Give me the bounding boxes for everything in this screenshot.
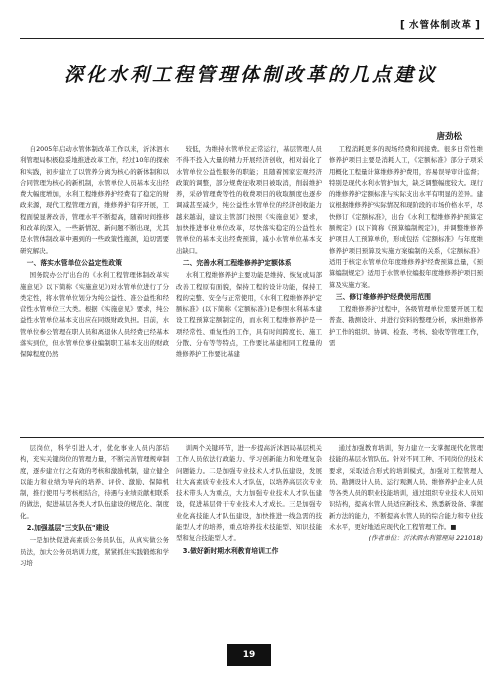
section-heading: 2.加强基层"三支队伍"建设: [26, 524, 110, 533]
top-column-2: [176, 144, 322, 361]
section-tag: [397, 16, 484, 32]
mid-rule: [20, 437, 484, 438]
paragraph: 较低，为维持水管单位正常运行，基层管理人员不得不投入大量的精力开展经济创收，相对弱化了水管单位公益性服务的职能；且随着国家宏观经济政策的调整，部分规费征收项目被取消，削弱维护养，采砂管理费等性的收费项目的收取额度也逐步调减甚至减少，纯公益性水管单位的经济创收能力越来越弱，建议主管部门按照《实施意见》要求，加快推进事业单位改革，尽快落实稳定的公益性水管单位的基本支出经费预算，减小水管单位基本支出缺口。: [176, 145, 322, 255]
paragraph: 国务院办公厅出台的《水利工程管理体制改革实施意见》以下简称《实施意见》)对水管单位进行了分类定性，将水管单位划分为纯公益性、准公益性和经营性水管单位三大类。根据《实施意见》要求，纯公益性水管单位基本支出应在同级财政负担。目前，水管单位参公管理在职人员和离退休人员经费已经基本落实到位，但水管单位事业编制职工基本支出的财政保障程度仍然: [20, 271, 169, 359]
paragraph: 训两个关键环节，进一步提高沂沭泗局基层机关工作人员依法行政能力、学习创新能力和处理复杂问题能力。二是加强专业技术人才队伍建设，发展壮大高素质专业技术人才队伍，以培养高层次专业技术带头人为重点，大力加强专业技术人才队伍建设，促进基层骨干专业技术人才成长。三是加强专业化高技能人才队伍建设，加快推进一线急需的技能型人才的培养，重点培养技术技能型、知识技能型和复合技能型人才。: [176, 444, 322, 543]
paragraph: 层岗位，科学引进人才，优化事业人员内部结构，充实关键岗位的管理力量，不断完善管理规章制度，逐步建立行之有效的考核和激励机制，建立健全以能力和业绩为导向的培养、评价、激励、保障机制，推行使用与考核相结合，待遇与业绩贡献相联系的做法，促进基层各类人才队伍建设的规范化、制度化。: [20, 444, 169, 520]
top-column-1: [20, 144, 169, 361]
section-heading: 二、完善水利工程维修养护定额体系: [182, 258, 292, 267]
bottom-column-2: [176, 443, 322, 558]
paragraph: 工程维修养护过程中，各级管理单位需要开展工程普查、勘测设计、并进行资料的整理分析，承担维修养护工作的组织、协调、检查、考核、验收等管理工作，需: [329, 305, 483, 348]
bottom-column-3: [329, 443, 483, 545]
bottom-column-1: [20, 443, 169, 569]
section-heading: 3.做好新时期水利教育培训工作: [182, 546, 279, 555]
paragraph: 自2005年启动水管体制改革工作以来，沂沭泗水利管理局积极稳妥地推进改革工作，经过10年的探索和实践，初步建立了以管养分离为核心的新体制和以合同管理为核心的新机制，水管单位人员基本支出经费大幅度增加，水利工程维修养护经费有了稳定的财政来源，现代工程管理方面，维修养护有序开展，工程面貌显著改善，管理水平不断提高，随着时间推移和改革的深入，一些新情况、新问题不断出现，尤其是水管体制改革中遇到的一些政策性瓶颈，迫切需要研究解决。: [20, 145, 169, 255]
header-rule: [20, 38, 484, 39]
page-number: 19: [227, 644, 271, 666]
paragraph: 工程消耗更多的现场经费和间接费。很多日常性维修养护项目主要是消耗人工，《定额标准》部分子项采用概化工程量计算维修养护费用，容易误导审计监督；特别是现代水利水管护加大，缺乏调整幅度较大。现行的维修养护定额标准与实际支出水平有明显的差异。建议根据维修养护实际情况和现阶段的市场价格水平，尽快修订《定额标准》，出台《水利工程维修养护预算定额规定》(以下简称《预算编制规定》)，并调整维修养护项目人工预算单价，形成包括《定额标准》与年度维修养护项目预算及实施方案编制的关系，《定额标准》适用于核定水管单位年度维修养护经费预算总量，《预算编制规定》适用于水管单位编报年度维修养护项目预算及实施方案。: [329, 145, 483, 289]
bracket-close: ]: [474, 17, 481, 31]
section-tag-label: 水管体制改革: [408, 20, 472, 31]
article-author: 唐劲松: [436, 132, 462, 142]
author-note: (作者单位：沂沭泗水利管理局 221018): [368, 534, 483, 543]
section-heading: 一、落实水管单位公益定性政策: [26, 258, 122, 267]
bracket-open: [: [399, 17, 406, 31]
article-title: 深化水利工程管理体制改革的几点建议: [63, 64, 438, 86]
section-heading: 三、修订维修养护经费使用范围: [335, 292, 431, 301]
top-column-3: [329, 144, 483, 349]
paragraph: 水利工程维修养护主要功能是维持、恢复或局部改善工程原有面貌，保持工程的设计功能，保持工程的完整、安全与正常使用，《水利工程维修养护定额标准》(以下简称《定额标准》)是参照水利基本建设工程预算定额制定的，而水利工程维修养护是一项经常性、重复性的工作，具有时间跨度长、施工分散、分布等等特点，工作要比基建相同工程量的维修养护工作要比基建: [176, 271, 322, 359]
paragraph: 通过加强教育培训，努力建立一支掌握现代化管理技能的基层水管队伍。针对不同工种、不同岗位的技术要求，采取适合形式的培训模式，加强对工程管理人员、勘测设计人员、运行观测人员、维修养护企业人员等各类人员的职业技能培训，通过组织专业技术人员知识结构，提高水管人员适应新技术、熟悉新设备、掌握新方法的能力，不断提高水管人员的综合能力和专业技术水平，更好地适应现代化工程管理工作。■: [329, 444, 483, 532]
paragraph: 一是加快促进高素质公务员队伍，从真实做公务员法，加大公务员培训力度，紧紧抓住实践锻炼和学习培: [20, 536, 169, 567]
